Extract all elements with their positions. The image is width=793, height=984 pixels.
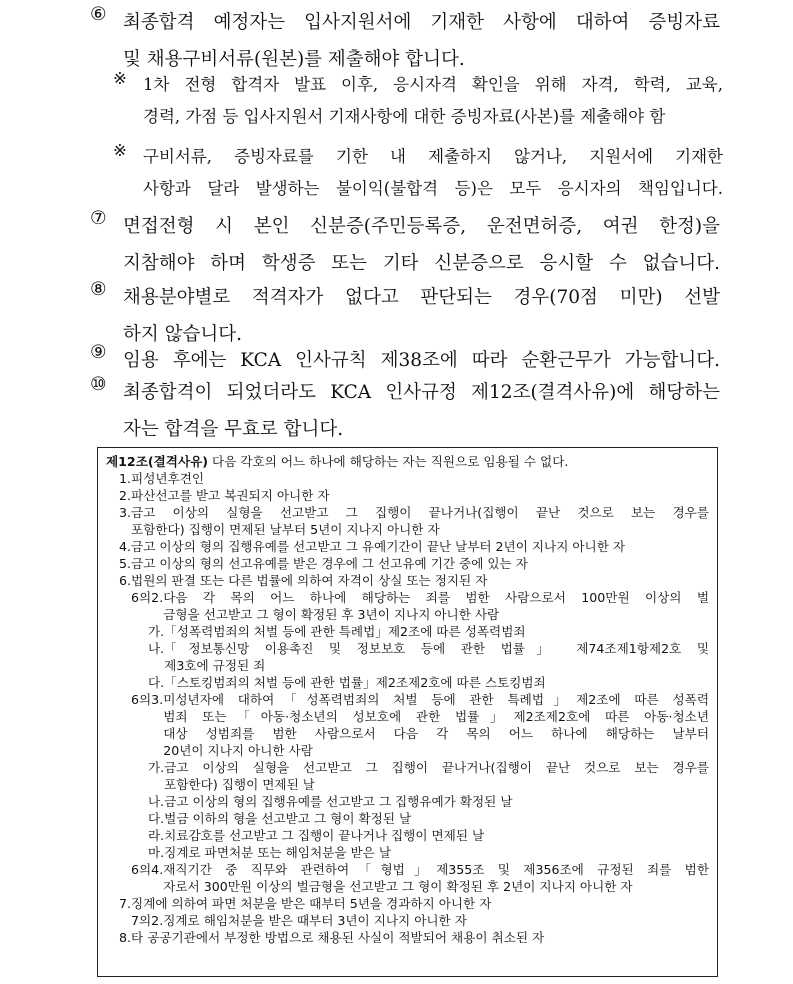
- item-6: [90, 4, 720, 78]
- article-row-6-2: 6의2. 다음 각 목의 어느 하나에 해당하는 죄를 범한 사람으로서 100만원 이상의 벌 금형을 선고받고 그 형이 확정된 후 3년이 지나지 아니한 사람: [131, 590, 709, 622]
- article-row-6-3-ga: 가. 금고 이상의 실형을 선고받고 그 집행이 끝나거나(집행이 끝난 것으로 보는 경우를 포함한다) 집행이 면제된 날: [148, 760, 709, 792]
- item-line: 지참해야 하며 학생증 또는 기타 신분증으로 응시할 수 없습니다.: [123, 253, 720, 274]
- article-row-3: 3. 금고 이상의 실형을 선고받고 그 집행이 끝나거나(집행이 끝난 것으로 보는 경우를 포함한다) 집행이 면제된 날부터 5년이 지나지 아니한 자: [119, 505, 709, 537]
- note-mark: ※: [113, 69, 127, 88]
- item-number: ⑦: [90, 208, 107, 229]
- note-line: 사항과 달라 발생하는 불이익(불합격 등)은 모두 응시자의 책임입니다.: [143, 179, 723, 198]
- article-row-6: 6. 법원의 판결 또는 다른 법률에 의하여 자격이 상실 또는 정지된 자: [119, 573, 488, 588]
- item-line: 임용 후에는 KCA 인사규칙 제38조에 따라 순환근무가 가능합니다.: [123, 350, 720, 371]
- item-line: 및 채용구비서류(원본)를 제출해야 합니다.: [123, 49, 465, 70]
- item-7: [90, 208, 720, 282]
- item-line: 하지 않습니다.: [123, 324, 242, 345]
- item-number: ⑩: [90, 374, 107, 395]
- item-line: 자는 합격을 무효로 합니다.: [123, 419, 344, 440]
- article-title-bold: 제12조(결격사유): [106, 454, 209, 469]
- article-row-5: 5. 금고 이상의 형의 선고유예를 받은 경우에 그 선고유예 기간 중에 있는 자: [119, 556, 528, 571]
- article-12-box: [97, 447, 718, 977]
- item-number: ⑧: [90, 279, 107, 300]
- article-row-2: 2. 파산선고를 받고 복권되지 아니한 자: [119, 488, 330, 503]
- article-title: [106, 453, 709, 470]
- note-line: 1차 전형 합격자 발표 이후, 응시자격 확인을 위해 자격, 학력, 교육,: [143, 75, 723, 94]
- item-line: 최종합격이 되었더라도 KCA 인사규정 제12조(결격사유)에 해당하는: [123, 382, 720, 403]
- article-row-8: 8. 타 공공기관에서 부정한 방법으로 채용된 사실이 적발되어 채용이 취소된 자: [119, 930, 545, 945]
- note-2: [113, 141, 723, 205]
- article-row-7: 7. 징계에 의하여 파면 처분을 받은 때부터 5년을 경과하지 아니한 자: [119, 896, 492, 911]
- note-mark: ※: [113, 141, 127, 160]
- item-line: 면접전형 시 본인 신분증(주민등록증, 운전면허증, 여권 한정)을: [123, 216, 720, 237]
- article-row-6-3-ra: 라. 치료감호를 선고받고 그 집행이 끝나거나 집행이 면제된 날: [148, 828, 485, 843]
- article-row-6-3-da: 다. 벌금 이하의 형을 선고받고 그 형이 확정된 날: [148, 811, 412, 826]
- article-row-6-4: 6의4. 재직기간 중 직무와 관련하여「형법」제355조 및 제356조에 규정된 죄를 범한 자로서 300만원 이상의 벌금형을 선고받고 그 형이 확정된 후 2년이 지나지 아니한 자: [131, 862, 709, 894]
- article-row-6-2-da: 다. 「스토킹범죄의 처벌 등에 관한 법률」제2조제2호에 따른 스토킹범죄: [148, 675, 546, 690]
- note-line: 구비서류, 증빙자료를 기한 내 제출하지 않거나, 지원서에 기재한: [143, 147, 723, 166]
- item-10: [90, 374, 720, 448]
- article-row-6-3: 6의3. 미성년자에 대하여「성폭력범죄의 처벌 등에 관한 특례법」제2조에 따른 성폭력 범죄 또는「아동·청소년의 성보호에 관한 법률」제2조제2호에 따른 아동·청소년 대상 성범죄를 범한 사람으로서 다음 각 목의 어느 하나에 해당하는 날부터 20년이 지나지 아니한 사람: [131, 692, 709, 758]
- article-row-4: 4. 금고 이상의 형의 집행유예를 선고받고 그 유예기간이 끝난 날부터 2년이 지나지 아니한 자: [119, 539, 626, 554]
- article-row-7-2: 7의2. 징계로 해임처분을 받은 때부터 3년이 지나지 아니한 자: [131, 913, 467, 928]
- article-row-6-3-na: 나. 금고 이상의 형의 집행유예를 선고받고 그 집행유예가 확정된 날: [148, 794, 513, 809]
- article-row-6-2-na: 나. 「정보통신망 이용촉진 및 정보보호 등에 관한 법률」 제74조제1항제2호 및 제3호에 규정된 죄: [148, 641, 709, 673]
- item-number: ⑥: [90, 4, 107, 25]
- item-number: ⑨: [90, 342, 107, 363]
- item-line: 채용분야별로 적격자가 없다고 판단되는 경우(70점 미만) 선발: [123, 287, 720, 308]
- article-title-text: 다음 각호의 어느 하나에 해당하는 자는 직원으로 임용될 수 없다.: [208, 454, 569, 469]
- note-line: 경력, 가점 등 입사지원서 기재사항에 대한 증빙자료(사본)를 제출해야 함: [143, 107, 666, 126]
- article-row-6-2-ga: 가. 「성폭력범죄의 처벌 등에 관한 특례법」제2조에 따른 성폭력범죄: [148, 624, 526, 639]
- note-1: [113, 69, 723, 133]
- article-row-6-3-ma: 마. 징계로 파면처분 또는 해임처분을 받은 날: [148, 845, 392, 860]
- article-row-1: 1. 피성년후견인: [119, 471, 205, 486]
- item-line: 최종합격 예정자는 입사지원서에 기재한 사항에 대하여 증빙자료: [123, 12, 720, 33]
